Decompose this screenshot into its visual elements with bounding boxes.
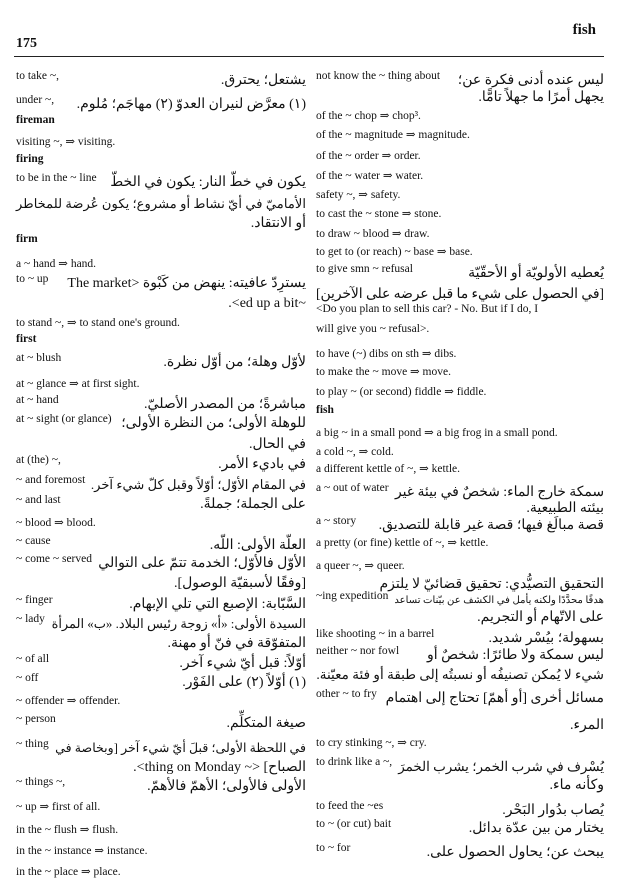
arabic-definition: هدفًا محدَّدًا ولكنه يأمل في الكشف عن بيّنات تساعد bbox=[394, 595, 604, 606]
english-phrase: ~ cause bbox=[16, 535, 51, 547]
english-phrase: will give you ~ refusal>. bbox=[316, 323, 430, 335]
arabic-definition: الأوّل فالأوّل؛ الخدمة تتمّ على التوالي bbox=[98, 556, 306, 571]
english-phrase: other ~ to fry bbox=[316, 688, 377, 700]
english-phrase: to ~ (or cut) bait bbox=[316, 818, 392, 830]
english-phrase: to draw ~ blood ⇒ draw. bbox=[316, 228, 430, 240]
english-phrase: to take ~, bbox=[16, 70, 59, 82]
english-phrase: of the ~ magnitude ⇒ magnitude. bbox=[316, 129, 470, 141]
arabic-definition: يُصاب بدُوار البَحْر. bbox=[502, 803, 604, 818]
arabic-definition: بيئته الطبيعية. bbox=[526, 501, 604, 516]
english-phrase: to ~ up bbox=[16, 273, 49, 285]
arabic-definition: السَّبّابة: الإصبع التي تلي الإبهام. bbox=[129, 597, 306, 612]
arabic-definition: أو الانتقاد. bbox=[250, 216, 306, 231]
english-phrase: at ~ hand bbox=[16, 394, 59, 406]
arabic-definition: في الحال. bbox=[249, 437, 306, 452]
english-phrase: to have (~) dibs on sth ⇒ dibs. bbox=[316, 348, 457, 360]
english-phrase: a ~ out of water bbox=[316, 482, 389, 494]
english-phrase: like shooting ~ in a barrel bbox=[316, 628, 435, 640]
arabic-definition: [وفقًا لأسبقيّة الوصول]. bbox=[173, 576, 306, 591]
english-phrase: <Do you plan to sell this car? - No. But if I do, I bbox=[316, 303, 539, 315]
headword: fireman bbox=[16, 114, 55, 126]
arabic-definition: ~ed up a bit>. bbox=[228, 296, 306, 311]
english-phrase: ~ finger bbox=[16, 594, 53, 606]
arabic-definition: يسترِدّ عافيته: ينهض من كَبْوة <The market bbox=[67, 276, 306, 291]
arabic-definition: التحقيق التصيُّدي: تحقيق قضائيّ لا يلتزم bbox=[379, 577, 604, 592]
english-phrase: ~ing expedition bbox=[316, 590, 389, 602]
arabic-definition: قصة مبالَغ فيها؛ قصة غير قابلة للتصديق. bbox=[378, 518, 604, 533]
page-number: 175 bbox=[16, 36, 37, 51]
arabic-definition: الأولى فالأولى؛ الأهمّ فالأهمّ. bbox=[147, 779, 306, 794]
arabic-definition: يختار من بين عدّة بدائل. bbox=[468, 821, 604, 836]
english-phrase: to make the ~ move ⇒ move. bbox=[316, 366, 451, 378]
arabic-definition: الصباح] <~ thing on Monday>. bbox=[133, 760, 306, 775]
arabic-definition: وكأنه ماء. bbox=[549, 778, 604, 793]
arabic-definition: يشتعل؛ يحترق. bbox=[220, 73, 306, 88]
arabic-definition: على الجملة؛ جملةً. bbox=[200, 497, 306, 512]
arabic-definition: يُعطيه الأولويّة أو الأحقّيّة bbox=[468, 266, 604, 281]
headword: firing bbox=[16, 153, 44, 165]
english-phrase: of the ~ chop ⇒ chop³. bbox=[316, 110, 421, 122]
arabic-definition: على الاتّهام أو التجريم. bbox=[477, 610, 604, 625]
arabic-definition: المتفوّقة في فنّ أو مهنة. bbox=[167, 636, 306, 651]
english-phrase: to get to (or reach) ~ base ⇒ base. bbox=[316, 246, 473, 258]
english-phrase: a different kettle of ~, ⇒ kettle. bbox=[316, 463, 461, 475]
english-phrase: a queer ~, ⇒ queer. bbox=[316, 560, 405, 572]
english-phrase: to cast the ~ stone ⇒ stone. bbox=[316, 208, 442, 220]
english-phrase: at ~ sight (or glance) bbox=[16, 413, 112, 425]
arabic-definition: شيء لا يُمكن تصنيفُه أو نسبتُه إلى طبقة أو فئة معيّنة. bbox=[316, 667, 604, 682]
english-phrase: ~ offender ⇒ offender. bbox=[16, 695, 121, 707]
arabic-definition: المرء. bbox=[569, 718, 604, 733]
headword: fish bbox=[316, 404, 334, 416]
arabic-definition: (١) أوّلاً (٢) على الفَوْر. bbox=[182, 675, 306, 690]
arabic-definition: العلّة الأولى: اللّه. bbox=[209, 538, 306, 553]
english-phrase: in the ~ instance ⇒ instance. bbox=[16, 845, 148, 857]
english-phrase: ~ and foremost bbox=[16, 474, 86, 486]
arabic-definition: (١) معرَّض لنيران العدوّ (٢) مهاجَم؛ مُلوم. bbox=[76, 97, 306, 112]
english-phrase: to drink like a ~, bbox=[316, 756, 393, 768]
english-phrase: of the ~ order ⇒ order. bbox=[316, 150, 421, 162]
arabic-definition: السيدة الأولى: «أ» زوجة رئيس البلاد. «ب» المرأة bbox=[51, 616, 306, 631]
english-phrase: neither ~ nor fowl bbox=[316, 645, 400, 657]
arabic-definition: لأوّل وهلة؛ من أوّل نظرة. bbox=[163, 355, 306, 370]
arabic-definition: ليس سمكة ولا طائرًا: شخصٌ أو bbox=[426, 648, 604, 663]
english-phrase: ~ come ~ served bbox=[16, 553, 92, 565]
english-phrase: to play ~ (or second) fiddle ⇒ fiddle. bbox=[316, 386, 487, 398]
english-phrase: visiting ~, ⇒ visiting. bbox=[16, 136, 116, 148]
english-phrase: ~ up ⇒ first of all. bbox=[16, 801, 101, 813]
english-phrase: a cold ~, ⇒ cold. bbox=[316, 446, 394, 458]
arabic-definition: [في الحصول على شيء ما قبل عرضه على الآخرين] bbox=[315, 286, 604, 301]
english-phrase: to cry stinking ~, ⇒ cry. bbox=[316, 737, 427, 749]
english-phrase: to be in the ~ line bbox=[16, 172, 97, 184]
arabic-definition: الأماميّ في أيّ نشاط أو مشروع؛ يكون عُرضة للمخاطر bbox=[16, 196, 306, 211]
arabic-definition: أوّلاً: قبل أيّ شيء آخر. bbox=[179, 656, 306, 671]
english-phrase: ~ and last bbox=[16, 494, 61, 506]
arabic-definition: مسائل أخرى [أو أهمّ] تحتاج إلى اهتمام bbox=[385, 691, 604, 706]
english-phrase: to ~ for bbox=[316, 842, 351, 854]
english-phrase: safety ~, ⇒ safety. bbox=[316, 189, 401, 201]
english-phrase: at ~ glance ⇒ at first sight. bbox=[16, 378, 140, 390]
english-phrase: at ~ blush bbox=[16, 352, 62, 364]
english-phrase: ~ things ~, bbox=[16, 776, 66, 788]
arabic-definition: يكون في خطّ النار: يكون في الخطّ bbox=[110, 175, 306, 190]
arabic-definition: يجهل أمرًا ما جهلاً تامًّا. bbox=[478, 90, 604, 105]
english-phrase: a pretty (or fine) kettle of ~, ⇒ kettle. bbox=[316, 537, 489, 549]
english-phrase: to stand ~, ⇒ to stand one's ground. bbox=[16, 317, 180, 329]
headword: firm bbox=[16, 233, 38, 245]
english-phrase: at (the) ~, bbox=[16, 454, 61, 466]
arabic-definition: بسهولة؛ بيُسْر شديد. bbox=[488, 631, 604, 646]
english-phrase: to feed the ~es bbox=[316, 800, 384, 812]
english-phrase: ~ thing bbox=[16, 738, 49, 750]
english-phrase: ~ lady bbox=[16, 613, 45, 625]
header-rule bbox=[14, 56, 604, 57]
english-phrase: a big ~ in a small pond ⇒ a big frog in a small pond. bbox=[316, 427, 558, 439]
arabic-definition: صيغة المتكلِّم. bbox=[226, 716, 306, 731]
headword: first bbox=[16, 333, 37, 345]
english-phrase: a ~ hand ⇒ hand. bbox=[16, 258, 97, 270]
english-phrase: of the ~ water ⇒ water. bbox=[316, 170, 424, 182]
english-phrase: to give smn ~ refusal bbox=[316, 263, 413, 275]
english-phrase: under ~, bbox=[16, 94, 55, 106]
arabic-definition: في اللحظة الأولى؛ قبلَ أيّ شيء آخر [وبخاصة في bbox=[55, 741, 306, 755]
english-phrase: ~ off bbox=[16, 672, 39, 684]
arabic-definition: في باديء الأمر. bbox=[218, 457, 306, 472]
english-phrase: in the ~ place ⇒ place. bbox=[16, 866, 121, 878]
english-phrase: ~ of all bbox=[16, 653, 50, 665]
arabic-definition: سمكة خارج الماء: شخصٌ في بيئة غير bbox=[394, 485, 604, 500]
arabic-definition: مباشرةً؛ من المصدر الأصليّ. bbox=[144, 397, 306, 412]
arabic-definition: ليس عنده أدنى فكرة عن؛ bbox=[457, 73, 604, 88]
arabic-definition: للوهلة الأولى؛ من النظرة الأولى؛ bbox=[121, 416, 306, 431]
english-phrase: ~ person bbox=[16, 713, 56, 725]
english-phrase: in the ~ flush ⇒ flush. bbox=[16, 824, 119, 836]
arabic-definition: في المقام الأوّل؛ أوّلاً وقبل كلّ شيء آخر. bbox=[90, 477, 306, 492]
arabic-definition: يبحث عن؛ يحاول الحصول على. bbox=[426, 845, 604, 860]
english-phrase: ~ blood ⇒ blood. bbox=[16, 517, 96, 529]
arabic-definition: يُسْرف في شرب الخمر؛ يشرب الخمرَ bbox=[398, 759, 604, 774]
english-phrase: not know the ~ thing about bbox=[316, 70, 441, 82]
running-head: fish bbox=[572, 22, 596, 38]
english-phrase: a ~ story bbox=[316, 515, 357, 527]
